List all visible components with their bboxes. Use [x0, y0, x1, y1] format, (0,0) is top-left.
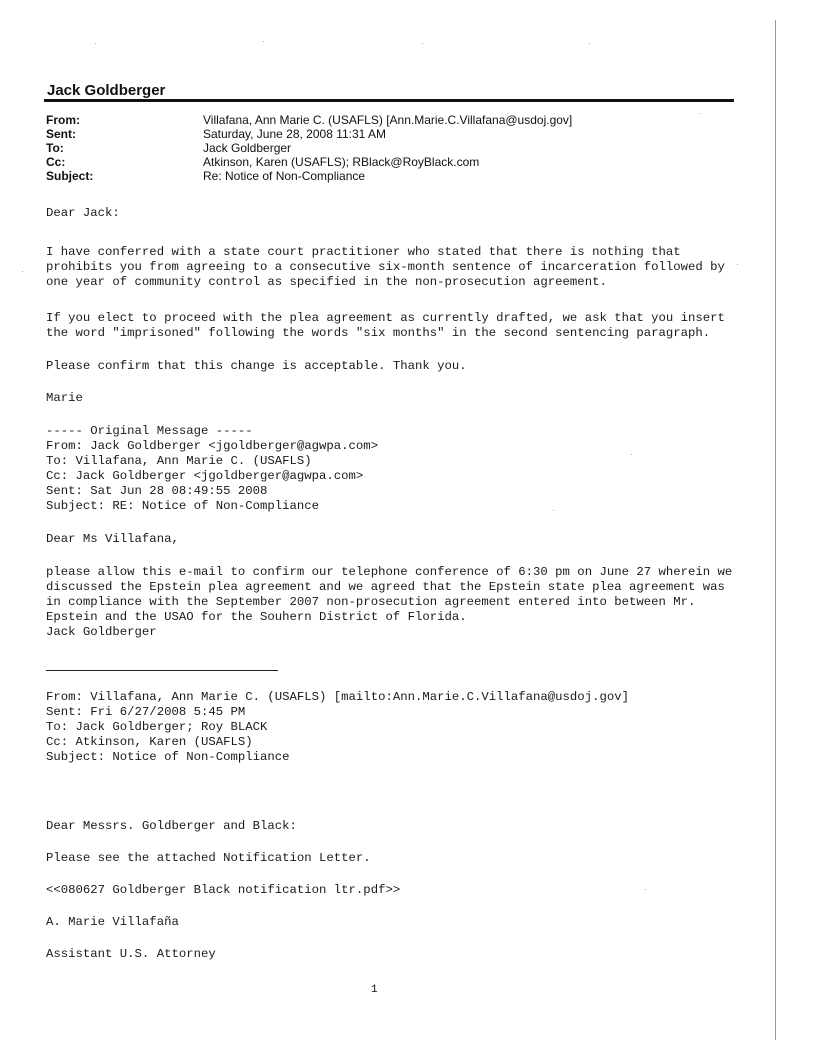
scan-speck [589, 43, 590, 44]
sent-label: Sent: [46, 127, 76, 141]
body-signoff: Marie [46, 391, 83, 405]
from-label: From: [46, 113, 80, 127]
cc-label: Cc: [46, 155, 66, 169]
scan-speck [700, 113, 701, 114]
to-label: To: [46, 141, 64, 155]
attachment-reference: <<080627 Goldberger Black notification ltr.pdf>> [46, 883, 401, 897]
email-metadata [46, 113, 572, 183]
page-number: 1 [371, 984, 378, 996]
subject-label: Subject: [46, 169, 94, 183]
cc-row [46, 155, 572, 169]
scan-speck [737, 264, 738, 265]
message-separator [46, 670, 278, 671]
signature-name: A. Marie Villafaña [46, 915, 179, 929]
forwarded-message-line: Please see the attached Notification Letter. [46, 851, 371, 865]
forwarded-message-header: From: Villafana, Ann Marie C. (USAFLS) [mailto:Ann.Marie.C.Villafana@usdoj.gov] Sent: Fri 6/27/2008 5:45 PM To: Jack Goldberger; Roy BLACK Cc: Atkinson, Karen (USAFLS) Subject: Notice of Non-Compliance [46, 690, 629, 764]
to-value: Jack Goldberger [203, 141, 292, 155]
to-row [46, 141, 572, 155]
sent-row [46, 127, 572, 141]
body-paragraph-3: Please confirm that this change is acceptable. Thank you. [46, 359, 467, 373]
from-row [46, 113, 572, 127]
scan-edge-mark [775, 20, 776, 1040]
forwarded-message-greeting: Dear Messrs. Goldberger and Black: [46, 819, 297, 833]
scan-speck [645, 889, 646, 890]
subject-value: Re: Notice of Non-Compliance [203, 169, 366, 183]
original-message-body: please allow this e-mail to confirm our telephone conference of 6:30 pm on June 27 wherein we discussed the Epstein plea agreement and we agreed that the Epstein state plea agreement was in compliance with the September 2007 non-prosecution agreement entered into between Mr. Epstein and the USAO for the Souhern District of Florida. Jack Goldberger [46, 565, 733, 639]
cc-value: Atkinson, Karen (USAFLS); RBlack@RoyBlack.com [203, 155, 480, 169]
body-paragraph-1: I have conferred with a state court practitioner who stated that there is nothing that prohibits you from agreeing to a consecutive six-month sentence of incarceration followed by one year of community control as specified in the non-prosecution agreement. [46, 245, 725, 289]
scan-speck [422, 43, 423, 44]
original-message-greeting: Dear Ms Villafana, [46, 532, 179, 546]
scan-speck [263, 41, 264, 42]
scan-speck [631, 454, 632, 455]
signature-title: Assistant U.S. Attorney [46, 947, 216, 961]
subject-row [46, 169, 572, 183]
header-name: Jack Goldberger [47, 82, 166, 99]
original-message-header: ----- Original Message ----- From: Jack Goldberger <jgoldberger@agwpa.com> To: Villafana, Ann Marie C. (USAFLS) Cc: Jack Goldberger <jgoldberger@agwpa.com> Sent: Sat Jun 28 08:49:55 2008 Subject: RE: Notice of Non-Compliance [46, 424, 379, 513]
body-paragraph-2: If you elect to proceed with the plea agreement as currently drafted, we ask that you insert the word "imprisoned" following the words "six months" in the second sentencing paragraph. [46, 311, 725, 340]
scan-speck [553, 510, 554, 511]
scan-speck [22, 271, 23, 272]
sent-value: Saturday, June 28, 2008 11:31 AM [203, 127, 387, 141]
scan-speck [95, 43, 96, 44]
header-rule [44, 99, 734, 102]
body-greeting: Dear Jack: [46, 206, 120, 220]
from-value: Villafana, Ann Marie C. (USAFLS) [Ann.Marie.C.Villafana@usdoj.gov] [203, 113, 573, 127]
